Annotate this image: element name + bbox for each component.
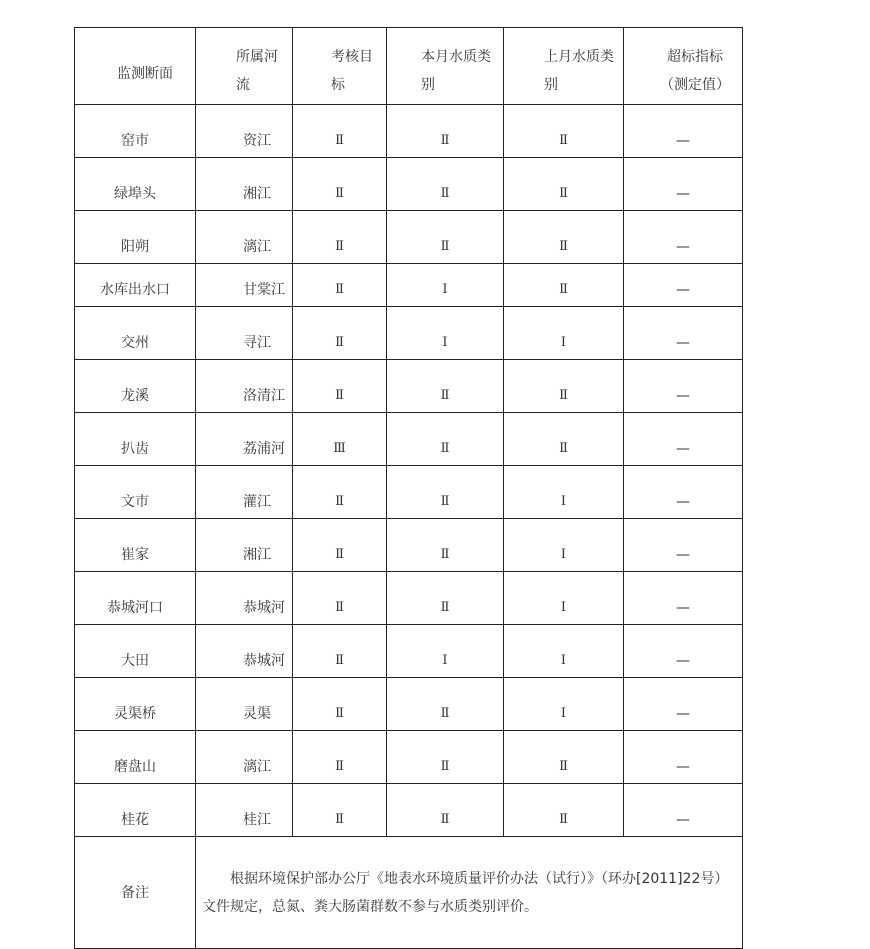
table-row bbox=[75, 158, 743, 211]
cell-last-month: Ⅰ bbox=[504, 678, 624, 731]
cell-exceed: — bbox=[624, 519, 743, 572]
cell-exceed: — bbox=[624, 572, 743, 625]
cell-section: 灵渠桥 bbox=[75, 678, 196, 731]
table-row bbox=[75, 360, 743, 413]
cell-last-month: Ⅰ bbox=[504, 307, 624, 360]
cell-river: 桂江 bbox=[196, 784, 293, 837]
cell-this-month: Ⅱ bbox=[387, 158, 504, 211]
cell-target: Ⅱ bbox=[293, 519, 387, 572]
cell-target: Ⅱ bbox=[293, 678, 387, 731]
cell-target: Ⅱ bbox=[293, 307, 387, 360]
cell-target: Ⅱ bbox=[293, 625, 387, 678]
cell-exceed: — bbox=[624, 307, 743, 360]
cell-river: 资江 bbox=[196, 105, 293, 158]
table-row bbox=[75, 731, 743, 784]
cell-exceed: — bbox=[624, 360, 743, 413]
cell-section: 绿埠头 bbox=[75, 158, 196, 211]
cell-this-month: Ⅱ bbox=[387, 731, 504, 784]
cell-this-month: Ⅱ bbox=[387, 211, 504, 264]
cell-last-month: Ⅱ bbox=[504, 158, 624, 211]
cell-river: 洛清江 bbox=[196, 360, 293, 413]
cell-river: 甘棠江 bbox=[196, 264, 293, 307]
note-text: 根据环境保护部办公厅《地表水环境质量评价办法（试行）》（环办[2011]22号）文件规定，总氮、粪大肠菌群数不参与水质类别评价。 bbox=[196, 837, 743, 949]
cell-river: 寻江 bbox=[196, 307, 293, 360]
cell-river: 漓江 bbox=[196, 211, 293, 264]
table-row bbox=[75, 572, 743, 625]
cell-river: 灵渠 bbox=[196, 678, 293, 731]
cell-last-month: Ⅰ bbox=[504, 466, 624, 519]
cell-target: Ⅱ bbox=[293, 466, 387, 519]
cell-section: 交州 bbox=[75, 307, 196, 360]
cell-target: Ⅲ bbox=[293, 413, 387, 466]
cell-exceed: — bbox=[624, 211, 743, 264]
table-row bbox=[75, 625, 743, 678]
cell-river: 荔浦河 bbox=[196, 413, 293, 466]
cell-section: 崔家 bbox=[75, 519, 196, 572]
cell-exceed: — bbox=[624, 731, 743, 784]
cell-last-month: Ⅰ bbox=[504, 572, 624, 625]
cell-target: Ⅱ bbox=[293, 572, 387, 625]
header-last-month: 上月水质类别 bbox=[504, 28, 624, 105]
header-river: 所属河流 bbox=[196, 28, 293, 105]
cell-exceed: — bbox=[624, 158, 743, 211]
cell-section: 磨盘山 bbox=[75, 731, 196, 784]
cell-last-month: Ⅱ bbox=[504, 413, 624, 466]
cell-river: 湘江 bbox=[196, 158, 293, 211]
cell-last-month: Ⅰ bbox=[504, 625, 624, 678]
cell-last-month: Ⅱ bbox=[504, 211, 624, 264]
table-row bbox=[75, 264, 743, 307]
table-row bbox=[75, 211, 743, 264]
note-row bbox=[75, 837, 743, 949]
cell-target: Ⅱ bbox=[293, 360, 387, 413]
table-row bbox=[75, 466, 743, 519]
cell-this-month: Ⅱ bbox=[387, 572, 504, 625]
cell-this-month: Ⅱ bbox=[387, 105, 504, 158]
cell-section: 扒齿 bbox=[75, 413, 196, 466]
header-section: 监测断面 bbox=[75, 28, 196, 105]
cell-exceed: — bbox=[624, 678, 743, 731]
cell-this-month: Ⅰ bbox=[387, 264, 504, 307]
cell-river: 恭城河 bbox=[196, 572, 293, 625]
cell-this-month: Ⅱ bbox=[387, 784, 504, 837]
table-row bbox=[75, 307, 743, 360]
cell-target: Ⅱ bbox=[293, 211, 387, 264]
cell-this-month: Ⅱ bbox=[387, 678, 504, 731]
cell-river: 漓江 bbox=[196, 731, 293, 784]
cell-last-month: Ⅰ bbox=[504, 519, 624, 572]
cell-last-month: Ⅱ bbox=[504, 360, 624, 413]
cell-target: Ⅱ bbox=[293, 264, 387, 307]
table-row bbox=[75, 105, 743, 158]
cell-this-month: Ⅱ bbox=[387, 519, 504, 572]
cell-section: 水库出水口 bbox=[75, 264, 196, 307]
cell-river: 灌江 bbox=[196, 466, 293, 519]
cell-section: 恭城河口 bbox=[75, 572, 196, 625]
cell-last-month: Ⅱ bbox=[504, 105, 624, 158]
cell-this-month: Ⅰ bbox=[387, 625, 504, 678]
cell-target: Ⅱ bbox=[293, 105, 387, 158]
cell-section: 大田 bbox=[75, 625, 196, 678]
cell-target: Ⅱ bbox=[293, 158, 387, 211]
cell-section: 阳朔 bbox=[75, 211, 196, 264]
cell-this-month: Ⅱ bbox=[387, 360, 504, 413]
table-row bbox=[75, 678, 743, 731]
note-label: 备注 bbox=[75, 837, 196, 949]
cell-exceed: — bbox=[624, 625, 743, 678]
cell-this-month: Ⅱ bbox=[387, 466, 504, 519]
header-exceed: 超标指标（测定值） bbox=[624, 28, 743, 105]
cell-exceed: — bbox=[624, 264, 743, 307]
cell-target: Ⅱ bbox=[293, 784, 387, 837]
header-this-month: 本月水质类别 bbox=[387, 28, 504, 105]
cell-section: 龙溪 bbox=[75, 360, 196, 413]
cell-section: 窑市 bbox=[75, 105, 196, 158]
table-row bbox=[75, 784, 743, 837]
cell-this-month: Ⅱ bbox=[387, 413, 504, 466]
cell-exceed: — bbox=[624, 466, 743, 519]
cell-target: Ⅱ bbox=[293, 731, 387, 784]
cell-last-month: Ⅱ bbox=[504, 784, 624, 837]
cell-river: 恭城河 bbox=[196, 625, 293, 678]
cell-exceed: — bbox=[624, 413, 743, 466]
cell-section: 桂花 bbox=[75, 784, 196, 837]
table-row bbox=[75, 413, 743, 466]
water-quality-table bbox=[74, 27, 743, 949]
cell-exceed: — bbox=[624, 105, 743, 158]
table-header-row bbox=[75, 28, 743, 105]
cell-this-month: Ⅰ bbox=[387, 307, 504, 360]
cell-last-month: Ⅱ bbox=[504, 264, 624, 307]
cell-exceed: — bbox=[624, 784, 743, 837]
table-row bbox=[75, 519, 743, 572]
cell-river: 湘江 bbox=[196, 519, 293, 572]
header-target: 考核目标 bbox=[293, 28, 387, 105]
cell-last-month: Ⅱ bbox=[504, 731, 624, 784]
cell-section: 文市 bbox=[75, 466, 196, 519]
